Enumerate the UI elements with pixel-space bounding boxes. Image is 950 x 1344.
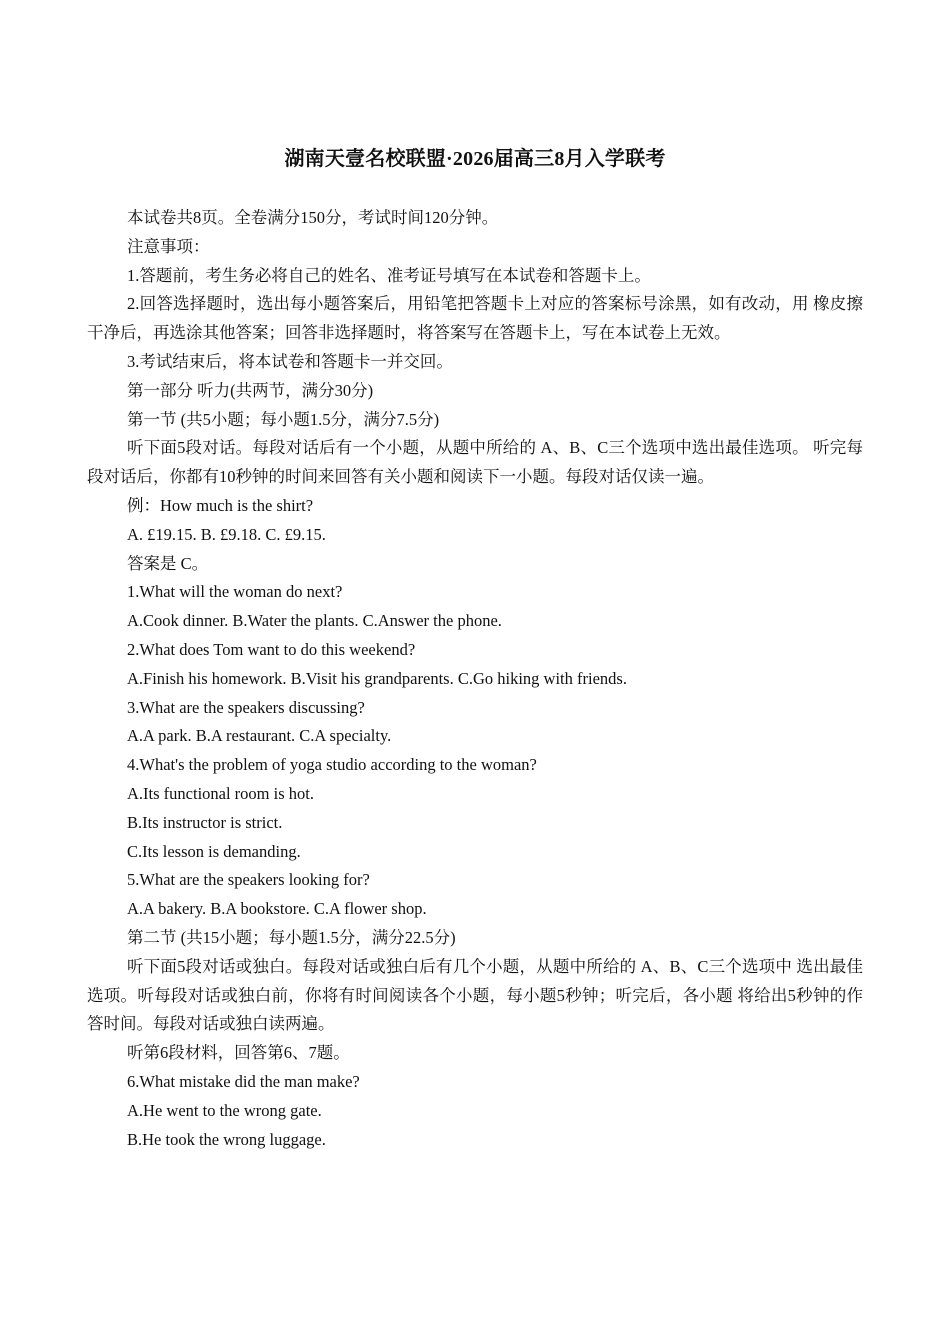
question-4-option-b: B.Its instructor is strict. [127,812,283,832]
section2-instructions: 听下面5段对话或独白。每段对话或独白后有几个小题，从题中所给的 A、B、C三个选项中 选出最佳选项。听每段对话或独白前，你将有时间阅读各个小题，每小题5秒钟；听完后，各小题 将给出5秒钟的作答时间。每段对话或独白读两遍。 [87,956,863,1034]
notice-heading: 注意事项： [127,236,210,256]
exam-title: 湖南天壹名校联盟·2026届高三8月入学联考 [284,148,666,170]
exam-info: 本试卷共8页。全卷满分150分，考试时间120分钟。 [127,208,499,227]
notice-item-3: 3.考试结束后，将本试卷和答题卡一并交回。 [127,351,453,371]
question-3: 3.What are the speakers discussing? [127,697,365,717]
material-6-instruction: 听第6段材料，回答第6、7题。 [127,1043,350,1063]
notice-item-1: 1.答题前，考生务必将自己的姓名、准考证号填写在本试卷和答题卡上。 [127,265,651,285]
question-4-option-c: C.Its lesson is demanding. [127,841,301,861]
example-answer: 答案是 C。 [127,553,209,573]
question-1: 1.What will the woman do next? [127,582,343,602]
section1-heading: 第一节 (共5小题；每小题1.5分，满分7.5分) [127,409,440,429]
question-5-options: A.A bakery. B.A bookstore. C.A flower shop. [127,899,427,919]
part1-heading: 第一部分 听力(共两节，满分30分) [127,380,374,400]
question-6-option-b: B.He took the wrong luggage. [127,1129,326,1149]
question-3-options: A.A park. B.A restaurant. C.A specialty. [127,726,392,746]
section2-heading: 第二节 (共15小题；每小题1.5分，满分22.5分) [127,927,456,947]
example-options: A. £19.15. B. £9.18. C. £9.15. [127,524,326,544]
question-5: 5.What are the speakers looking for? [127,870,370,890]
example-question: 例：How much is the shirt? [127,495,314,515]
notice-item-2: 2.回答选择题时，选出每小题答案后，用铅笔把答题卡上对应的答案标号涂黑，如有改动，用 橡皮擦干净后，再选涂其他答案；回答非选择题时，将答案写在答题卡上，写在本试卷上无效。 [87,294,864,343]
exam-page [87,142,863,1154]
section1-instructions: 听下面5段对话。每段对话后有一个小题，从题中所给的 A、B、C三个选项中选出最佳选项。 听完每段对话后，你都有10秒钟的时间来回答有关小题和阅读下一小题。每段对话仅读一遍。 [87,438,863,487]
question-4-option-a: A.Its functional room is hot. [127,783,314,803]
question-2: 2.What does Tom want to do this weekend? [127,639,416,659]
question-2-options: A.Finish his homework. B.Visit his grandparents. C.Go hiking with friends. [127,668,627,688]
exam-body [87,204,863,1154]
question-4: 4.What's the problem of yoga studio according to the woman? [127,755,537,775]
question-6: 6.What mistake did the man make? [127,1071,360,1091]
question-6-option-a: A.He went to the wrong gate. [127,1100,322,1120]
question-1-options: A.Cook dinner. B.Water the plants. C.Answer the phone. [127,611,502,631]
